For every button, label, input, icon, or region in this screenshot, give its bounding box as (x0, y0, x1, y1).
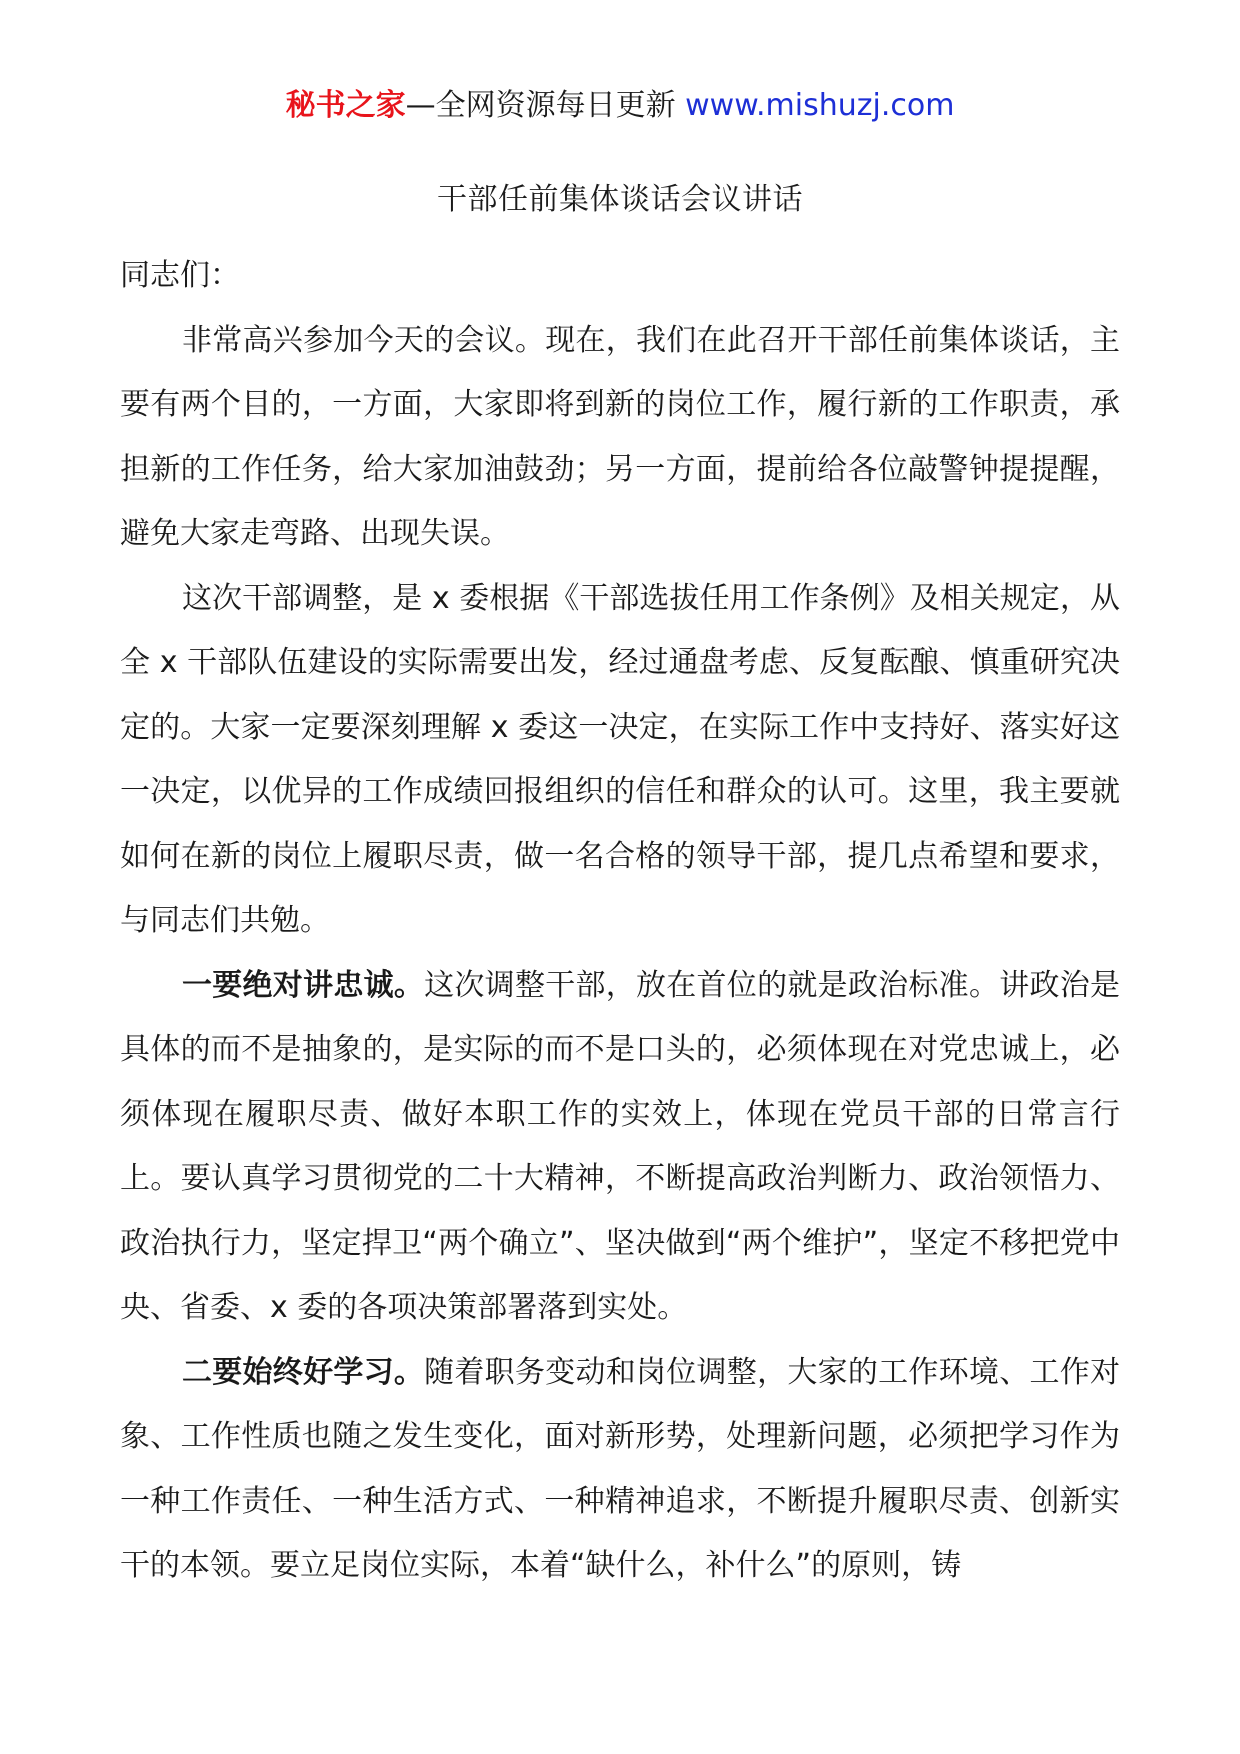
document-body (120, 244, 1120, 1599)
salutation: 同志们： (120, 258, 240, 293)
paragraph-text: 非常高兴参加今天的会议。现在，我们在此召开干部任前集体谈话，主要有两个目的，一方面，大家即将到新的岗位工作，履行新的工作职责，承担新的工作任务，给大家加油鼓劲；另一方面，提前给各位敲警钟提提醒，避免大家走弯路、出现失误。 (120, 322, 1120, 551)
site-url-link[interactable]: www.mishuzj.com (685, 88, 955, 123)
paragraph-lead: 一要绝对讲忠诚。 (182, 967, 425, 1003)
site-tagline: —全网资源每日更新 (405, 88, 686, 123)
document-title: 干部任前集体谈话会议讲话 (437, 182, 803, 217)
paragraph-adjustment (120, 567, 1120, 954)
paragraph-text: 随着职务变动和岗位调整，大家的工作环境、工作对象、工作性质也随之发生变化，面对新形势，处理新问题，必须把学习作为一种工作责任、一种生活方式、一种精神追求，不断提升履职尽责、创新实干的本领。要立足岗位实际，本着“缺什么，补什么”的原则，铸 (120, 1354, 1121, 1583)
paragraph-loyalty (120, 954, 1120, 1341)
paragraph-text: 这次干部调整，是 x 委根据《干部选拔任用工作条例》及相关规定，从全 x 干部队伍建设的实际需要出发，经过通盘考虑、反复酝酿、慎重研究决定的。大家一定要深刻理解 x 委这一决定，在实际工作中支持好、落实好这一决定，以优异的工作成绩回报组织的信任和群众的认可。这里，我主要就如何在新的岗位上履职尽责，做一名合格的领导干部，提几点希望和要求，与同志们共勉。 (120, 580, 1120, 938)
paragraph-learning (120, 1341, 1120, 1599)
paragraph-intro (120, 309, 1120, 567)
paragraph-text: 这次调整干部，放在首位的就是政治标准。讲政治是具体的而不是抽象的，是实际的而不是口头的，必须体现在对党忠诚上，必须体现在履职尽责、做好本职工作的实效上，体现在党员干部的日常言行上。要认真学习贯彻党的二十大精神，不断提高政治判断力、政治领悟力、政治执行力，坚定捍卫“两个确立”、坚决做到“两个维护”，坚定不移把党中央、省委、x 委的各项决策部署落到实处。 (120, 967, 1121, 1325)
site-header (0, 86, 1240, 126)
brand-name: 秘书之家 (285, 88, 406, 123)
paragraph-lead: 二要始终好学习。 (182, 1354, 425, 1390)
